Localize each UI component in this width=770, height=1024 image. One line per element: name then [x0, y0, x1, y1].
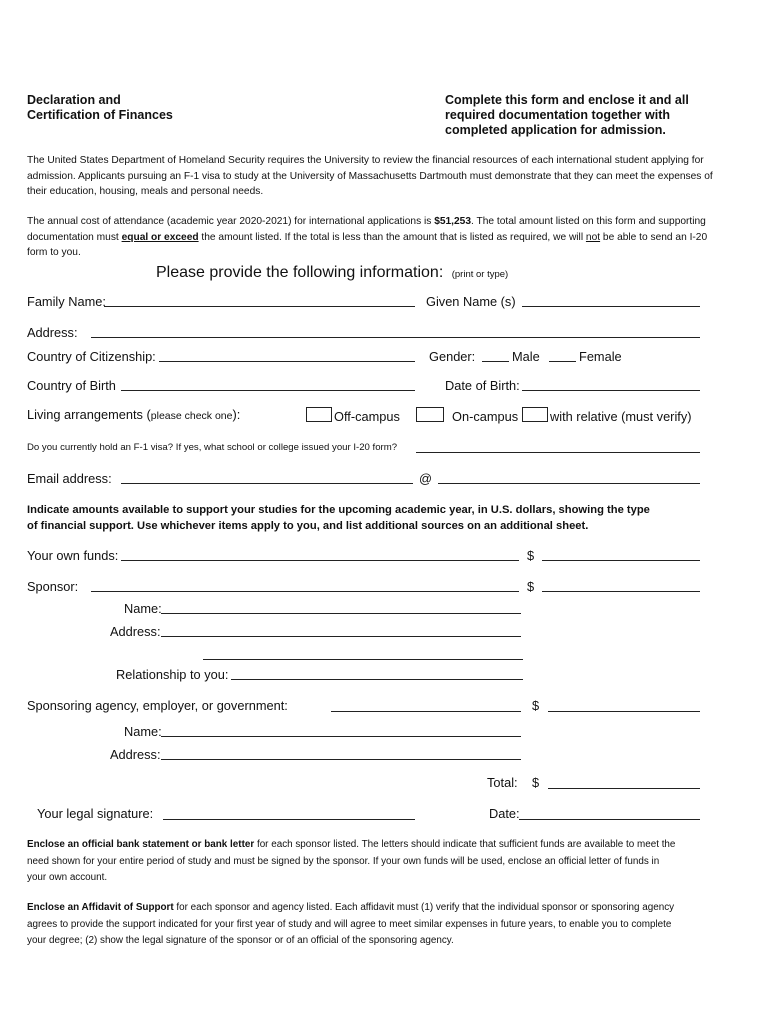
email-domain-field[interactable]	[438, 483, 700, 484]
cost-text-2a: documentation must	[27, 231, 122, 243]
cost-text: The annual cost of attendance (academic year 2020-2021) for international applications is	[27, 216, 435, 227]
gender-female-label: Female	[579, 349, 622, 364]
agency-dollar: $	[532, 698, 540, 713]
country-citizenship-field[interactable]	[159, 361, 415, 362]
relationship-field[interactable]	[231, 679, 523, 680]
affidavit-text-1: for each sponsor and agency listed. Each affidavit must (1) verify that the individual sponsor or sponsoring agency	[173, 902, 675, 913]
affidavit-line-3: your degree; (2) show the legal signature of the sponsor or of an official of the sponsoring agency.	[27, 935, 454, 946]
on-campus-checkbox[interactable]	[416, 407, 444, 422]
not-emphasis: not	[585, 231, 601, 243]
equal-or-exceed: equal or exceed	[121, 231, 199, 243]
sponsor-address-field[interactable]	[161, 636, 521, 637]
family-name-field[interactable]	[104, 306, 415, 307]
info-heading-note: (print or type)	[451, 269, 509, 280]
funds-instructions-line-1: Indicate amounts available to support your studies for the upcoming academic year, in U.S. dollars, showing the type	[27, 504, 650, 516]
cost-text-2b: the amount listed. If the total is less than the amount that is listed as required, we will	[198, 231, 586, 243]
info-heading	[156, 264, 508, 282]
email-label: Email address:	[27, 471, 112, 486]
country-birth-label: Country of Birth	[27, 378, 116, 393]
agency-name-field[interactable]	[161, 736, 521, 737]
given-name-label: Given Name (s)	[426, 294, 516, 309]
own-funds-source-field[interactable]	[121, 560, 519, 561]
address-field[interactable]	[91, 337, 700, 338]
living-note: please check one	[150, 410, 233, 422]
f1-school-field[interactable]	[416, 452, 700, 453]
living-arrangements-label	[27, 407, 240, 422]
agency-amount-field[interactable]	[548, 711, 700, 712]
bank-text-1: for each sponsor listed. The letters should indicate that sufficient funds are available to meet the	[254, 839, 676, 850]
affidavit-line-2: agrees to provide the support indicated for your first year of study and will agree to meet similar expenses in future years, to enable you to complete	[27, 918, 672, 930]
cost-paragraph	[27, 214, 747, 261]
cost-text-2c: be able to send an I-20	[600, 231, 708, 243]
country-birth-field[interactable]	[121, 390, 415, 391]
intro-line-2: admission. Applicants pursuing an F-1 visa to study at the University of Massachusetts Dartmouth must demonstrate that they can meet the expenses of	[27, 170, 713, 182]
affidavit-line-1	[27, 900, 747, 917]
sponsor-address-label: Address:	[110, 624, 161, 639]
date-label: Date:	[489, 806, 520, 821]
agency-name-label: Name:	[124, 724, 162, 739]
agency-address-field[interactable]	[161, 759, 521, 760]
agency-address-label: Address:	[110, 747, 161, 762]
email-user-field[interactable]	[121, 483, 413, 484]
sponsor-amount-field[interactable]	[542, 591, 700, 592]
notice-line-3: completed application for admission.	[445, 123, 666, 137]
gender-label: Gender:	[429, 349, 476, 364]
bank-line-2: need shown for your entire period of study and must be signed by the sponsor. If your own funds will be used, enclose an official letter of funds in	[27, 855, 660, 867]
cost-amount: $51,253	[434, 216, 472, 227]
affidavit-paragraph	[27, 900, 747, 950]
f1-visa-question: Do you currently hold an F-1 visa? If yes, what school or college issued your I-20 form?	[27, 442, 398, 453]
signature-label: Your legal signature:	[37, 806, 154, 821]
date-field[interactable]	[519, 819, 700, 820]
relationship-label: Relationship to you:	[116, 667, 229, 682]
gender-female-field[interactable]	[549, 361, 576, 362]
sponsor-name-field[interactable]	[161, 613, 521, 614]
gender-male-label: Male	[512, 349, 540, 364]
gender-male-field[interactable]	[482, 361, 509, 362]
total-amount-field[interactable]	[548, 788, 700, 789]
cost-text-end: . The total amount listed on this form and supporting	[471, 216, 706, 227]
with-relative-label: with relative (must verify)	[550, 409, 692, 424]
agency-field[interactable]	[331, 711, 521, 712]
form-title	[27, 93, 173, 123]
agency-label: Sponsoring agency, employer, or government:	[27, 698, 288, 713]
info-heading-text: Please provide the following information:	[156, 264, 444, 281]
sponsor-dollar: $	[527, 579, 535, 594]
intro-paragraph	[27, 153, 747, 200]
title-line-1: Declaration and	[27, 93, 121, 107]
sponsor-address-field-2[interactable]	[203, 659, 523, 660]
date-birth-field[interactable]	[522, 390, 700, 391]
funds-instructions-line-2: of financial support. Use whichever items apply to you, and list additional sources on an additional sheet.	[27, 520, 589, 532]
sponsor-label: Sponsor:	[27, 579, 79, 594]
own-funds-label: Your own funds:	[27, 548, 119, 563]
own-funds-dollar: $	[527, 548, 535, 563]
affidavit-bold: Enclose an Affidavit of Support	[27, 902, 174, 913]
living-text-end: ):	[232, 407, 241, 422]
bank-bold: Enclose an official bank statement or bank letter	[27, 839, 255, 850]
country-citizenship-label: Country of Citizenship:	[27, 349, 156, 364]
intro-line-1: The United States Department of Homeland Security requires the University to review the financial resources of each international student applying for	[27, 155, 704, 166]
address-label: Address:	[27, 325, 78, 340]
total-dollar: $	[532, 775, 540, 790]
off-campus-label: Off-campus	[334, 409, 400, 424]
title-line-2: Certification of Finances	[27, 108, 173, 122]
submission-notice	[445, 93, 689, 138]
given-name-field[interactable]	[522, 306, 700, 307]
own-funds-amount-field[interactable]	[542, 560, 700, 561]
sponsor-name-label: Name:	[124, 601, 162, 616]
email-at-sign: @	[419, 471, 432, 486]
signature-field[interactable]	[163, 819, 415, 820]
off-campus-checkbox[interactable]	[306, 407, 332, 422]
bank-line-3: your own account.	[27, 872, 108, 883]
cost-line-2	[27, 230, 747, 246]
living-text: Living arrangements (	[27, 407, 151, 422]
intro-line-3: their education, housing, meals and personal needs.	[27, 186, 264, 197]
sponsor-field[interactable]	[91, 591, 519, 592]
notice-line-2: required documentation together with	[445, 108, 671, 122]
bank-statement-paragraph	[27, 837, 747, 887]
family-name-label: Family Name:	[27, 294, 106, 309]
with-relative-checkbox[interactable]	[522, 407, 548, 422]
total-label: Total:	[487, 775, 518, 790]
notice-line-1: Complete this form and enclose it and all	[445, 93, 689, 107]
on-campus-label: On-campus	[452, 409, 519, 424]
cost-line-1	[27, 214, 747, 230]
date-birth-label: Date of Birth:	[445, 378, 520, 393]
cost-line-3: form to you.	[27, 247, 81, 258]
bank-line-1	[27, 837, 747, 854]
funds-instructions	[27, 502, 650, 534]
